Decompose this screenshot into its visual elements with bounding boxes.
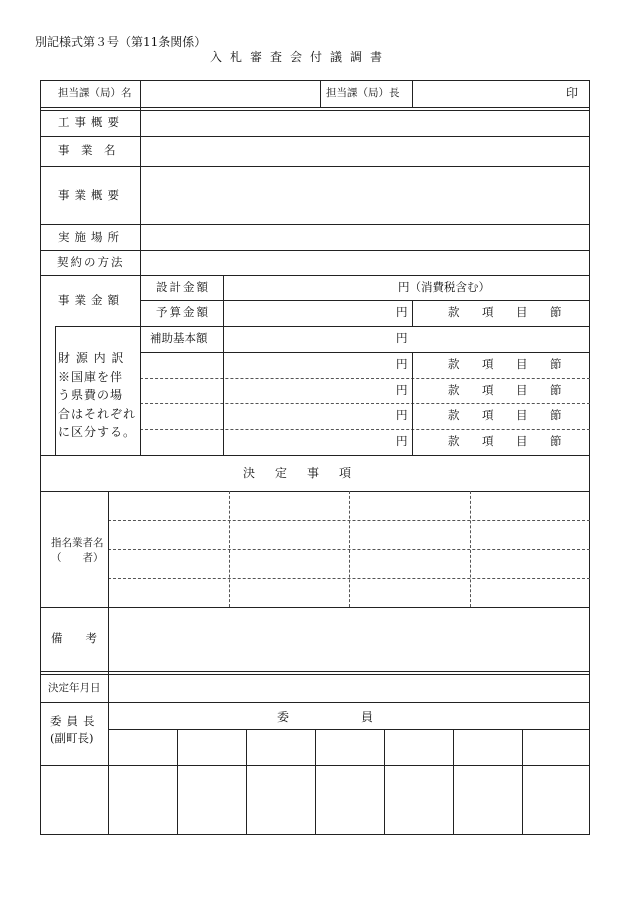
contract-method-label: 契約の方法 xyxy=(57,255,125,269)
col-divider xyxy=(55,326,56,455)
row-divider xyxy=(40,491,590,492)
row-divider xyxy=(40,671,590,672)
grid-line xyxy=(315,729,316,835)
row-divider xyxy=(40,455,590,456)
grid-line xyxy=(229,491,230,607)
row-divider xyxy=(140,429,590,430)
seal-mark: 印 xyxy=(566,86,579,100)
budget-item: 節 xyxy=(550,434,562,448)
budget-item: 款 xyxy=(448,434,460,448)
grid-line xyxy=(349,491,350,607)
design-amount-value: 円（消費税含む） xyxy=(398,280,490,294)
budget-item: 目 xyxy=(516,383,528,397)
row-divider xyxy=(140,352,590,353)
row-divider xyxy=(40,166,590,167)
budget-item: 節 xyxy=(550,357,562,371)
dept-label: 担当課（局）名 xyxy=(58,87,132,99)
yen-unit: 円 xyxy=(396,408,408,422)
row-divider xyxy=(40,107,590,108)
contractor-count-label: （ 者） xyxy=(51,552,104,564)
row-divider xyxy=(55,326,590,327)
row-divider xyxy=(140,300,590,301)
budget-item: 節 xyxy=(550,408,562,422)
budget-item: 項 xyxy=(482,408,494,422)
funding-breakdown-note: 財 源 内 訳 ※国庫を伴 う県費の場 合はそれぞれ に区分する。 xyxy=(58,351,137,439)
budget-item: 款 xyxy=(448,383,460,397)
yen-unit: 円 xyxy=(396,434,408,448)
design-amount-label: 設計金額 xyxy=(156,280,210,294)
yen-unit: 円 xyxy=(396,383,408,397)
budget-item: 項 xyxy=(482,383,494,397)
project-name-label: 事 業 名 xyxy=(58,143,116,157)
form-id: 別記様式第３号（第11条関係） xyxy=(35,35,207,49)
budget-item: 目 xyxy=(516,305,528,319)
row-divider xyxy=(40,674,590,675)
grid-line xyxy=(246,729,247,835)
budget-item: 目 xyxy=(516,357,528,371)
budget-item: 節 xyxy=(550,305,562,319)
decision-header: 決 定 事 項 xyxy=(243,466,356,480)
committee-chair-label: 委員長 xyxy=(50,714,100,728)
chief-label: 担当課（局）長 xyxy=(326,87,400,99)
row-divider xyxy=(40,275,590,276)
project-overview-label: 事業概要 xyxy=(58,188,124,202)
yen-unit: 円 xyxy=(396,357,408,371)
subsidy-base-label: 補助基本額 xyxy=(150,331,208,345)
row-divider xyxy=(40,136,590,137)
row-divider xyxy=(40,607,590,608)
yen-unit: 円 xyxy=(396,331,408,345)
budget-item: 款 xyxy=(448,408,460,422)
col-divider xyxy=(412,80,413,107)
budget-item: 款 xyxy=(448,357,460,371)
budget-item: 款 xyxy=(448,305,460,319)
project-amount-label: 事業金額 xyxy=(58,293,124,307)
col-divider xyxy=(412,300,413,326)
row-divider xyxy=(140,378,590,379)
vice-mayor-label: (副町長) xyxy=(50,731,94,745)
budget-item: 項 xyxy=(482,434,494,448)
budget-item: 項 xyxy=(482,305,494,319)
col-divider xyxy=(320,80,321,107)
row-divider xyxy=(40,224,590,225)
grid-line xyxy=(177,729,178,835)
committee-members-header: 委 員 xyxy=(277,710,374,724)
budget-item: 目 xyxy=(516,434,528,448)
row-divider xyxy=(40,110,590,111)
nominated-contractors-label: 指名業者名 xyxy=(51,537,104,549)
col-divider xyxy=(223,275,224,455)
decision-date-label: 決定年月日 xyxy=(48,682,101,694)
grid-line xyxy=(108,729,590,730)
remarks-label: 備 考 xyxy=(51,631,97,645)
location-label: 実施場所 xyxy=(58,230,124,244)
work-overview-label: 工事概要 xyxy=(58,115,124,129)
grid-line xyxy=(522,729,523,835)
document-title: 入札審査会付議調書 xyxy=(210,50,391,64)
row-divider xyxy=(40,702,590,703)
budget-item: 項 xyxy=(482,357,494,371)
yen-unit: 円 xyxy=(396,305,408,319)
grid-line xyxy=(384,729,385,835)
budget-amount-label: 予算金額 xyxy=(156,305,210,319)
row-divider xyxy=(140,403,590,404)
row-divider xyxy=(40,250,590,251)
col-divider xyxy=(108,491,109,835)
grid-line xyxy=(453,729,454,835)
grid-line xyxy=(470,491,471,607)
budget-item: 節 xyxy=(550,383,562,397)
col-divider xyxy=(412,352,413,455)
budget-item: 目 xyxy=(516,408,528,422)
